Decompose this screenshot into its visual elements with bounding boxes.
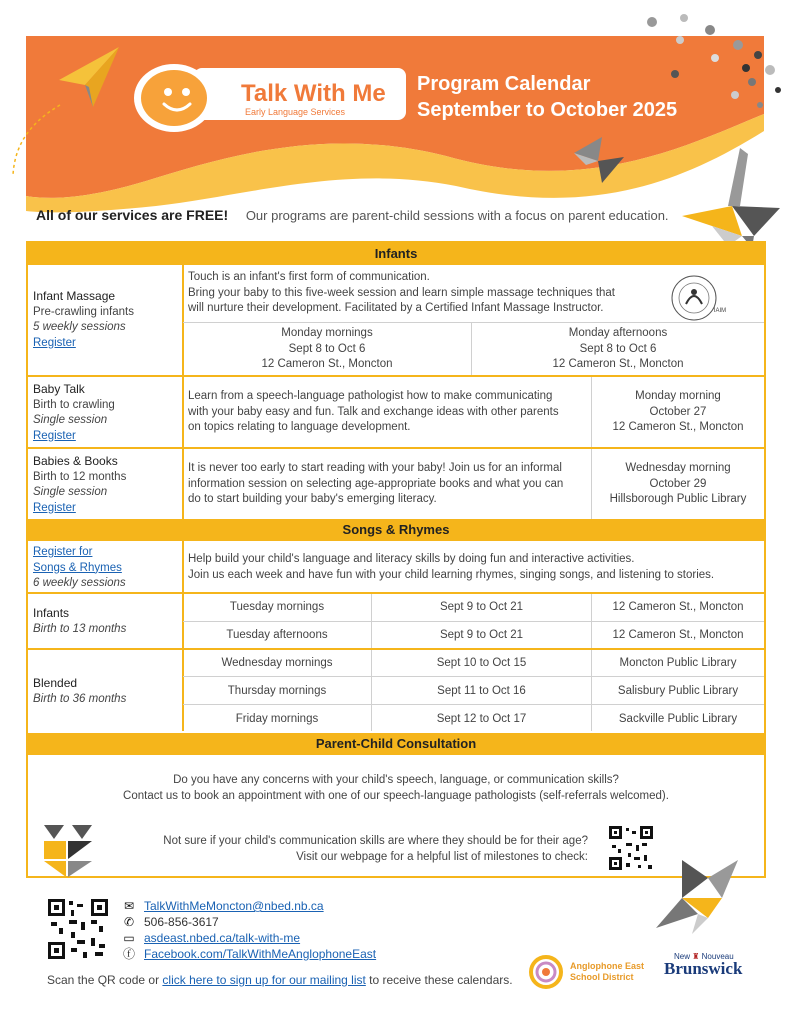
slot-dates: October 27: [649, 405, 707, 418]
paper-plane-icon: [55, 45, 125, 110]
milestones-line: Not sure if your child's communication skills are where they should be for their age?: [163, 835, 588, 847]
songs-blended-age: Birth to 36 months: [33, 692, 127, 705]
milestones-text: [128, 834, 588, 865]
district-name-line: Anglophone East: [570, 961, 644, 971]
songs-register-line[interactable]: Register for: [33, 546, 93, 558]
baby-talk-info: [33, 382, 181, 444]
slot-location: 12 Cameron St., Moncton: [552, 358, 684, 370]
songs-sessions: 6 weekly sessions: [33, 577, 126, 589]
infant-massage-desc-line: will nurture their development. Facilitated by a Certified Infant Massage Instructor.: [188, 302, 604, 314]
district-logo-icon: [528, 954, 564, 990]
songs-row-dates: Sept 11 to Oct 16: [437, 685, 526, 697]
facebook-link[interactable]: Facebook.com/TalkWithMeAnglophoneEast: [144, 947, 377, 961]
logo-subtitle: Early Language Services: [245, 107, 346, 117]
songs-row-dates: Sept 12 to Oct 17: [436, 713, 527, 725]
origami-crane-icon: [672, 146, 782, 250]
baby-talk-register-link[interactable]: Register: [33, 429, 76, 442]
dashed-trail-icon: [5, 100, 65, 180]
babies-books-info: [33, 454, 181, 516]
slot-dates: Sept 8 to Oct 6: [579, 342, 657, 355]
babies-books-name: Babies & Books: [33, 454, 118, 468]
baby-talk-description: [188, 389, 588, 436]
section-heading-consultation: Parent-Child Consultation: [28, 733, 764, 755]
contact-list: [120, 898, 376, 962]
program-title: [417, 71, 677, 123]
tagline-free: All of our services are FREE!: [36, 207, 229, 223]
babies-books-desc-line: do to start building your baby's emerging literacy.: [188, 493, 437, 505]
songs-row-when: Thursday mornings: [227, 685, 327, 697]
slot-location: 12 Cameron St., Moncton: [261, 358, 393, 370]
mailing-list-qr-code-icon[interactable]: [47, 898, 109, 960]
songs-infants-age: Birth to 13 months: [33, 622, 127, 635]
songs-infants-info: [33, 606, 181, 637]
babies-books-age: Birth to 12 months: [33, 470, 127, 483]
program-title-line1: Program Calendar: [417, 73, 591, 95]
songs-register-line[interactable]: Songs & Rhymes: [33, 561, 122, 574]
nb-new: New: [674, 952, 691, 961]
slot-location: Hillsborough Public Library: [609, 493, 747, 505]
songs-row-location: Salisbury Public Library: [617, 685, 739, 697]
decorative-dots-icon: [640, 10, 791, 115]
baby-talk-schedule: [592, 389, 764, 436]
origami-bird-icon: [572, 135, 626, 185]
nb-crest-icon: ♜: [692, 952, 700, 961]
tagline: [36, 207, 669, 223]
section-heading-songs: Songs & Rhymes: [28, 519, 764, 541]
songs-blended-info: [33, 676, 181, 707]
nb-big-text: Brunswick: [664, 959, 743, 978]
songs-row-location: 12 Cameron St., Moncton: [612, 629, 744, 641]
infant-massage-info: [33, 289, 181, 351]
email-link[interactable]: TalkWithMeMoncton@nbed.nb.ca: [144, 899, 324, 913]
infant-massage-description: [188, 270, 648, 317]
babies-books-sessions: Single session: [33, 486, 108, 498]
songs-register-link[interactable]: [33, 545, 181, 576]
songs-row-dates: Sept 10 to Oct 15: [436, 657, 527, 669]
infant-massage-age: Pre-crawling infants: [33, 305, 134, 318]
songs-description: [188, 552, 763, 583]
baby-talk-name: Baby Talk: [33, 382, 85, 396]
songs-blended-label: Blended: [33, 676, 78, 690]
scan-text-after: to receive these calendars.: [369, 973, 513, 987]
district-name: [570, 961, 644, 983]
program-table: [26, 241, 766, 878]
logo-title: Talk With Me: [241, 80, 386, 107]
district-name-line: School District: [570, 972, 634, 982]
milestones-qr-code-icon[interactable]: [608, 825, 654, 871]
website-link[interactable]: asdeast.nbed.ca/talk-with-me: [144, 931, 301, 945]
tagline-text: Our programs are parent-child sessions with a focus on parent education.: [245, 208, 669, 223]
slot-when: Monday morning: [635, 390, 721, 402]
consultation-line: Contact us to book an appointment with one of our speech-language pathologists (self-referrals welcomed).: [123, 789, 669, 802]
babies-books-schedule: [592, 461, 764, 508]
songs-row-dates: Sept 9 to Oct 21: [439, 629, 524, 641]
milestones-line: Visit our webpage for a helpful list of milestones to check:: [296, 850, 588, 863]
origami-bird-bottom-icon: [652, 858, 742, 936]
mailing-list-signup-link[interactable]: click here to sign up for our mailing list: [162, 973, 366, 987]
babies-books-desc-line: It is never too early to start reading with your baby! Join us for an informal: [188, 462, 562, 474]
scan-text-before: Scan the QR code or: [47, 973, 160, 987]
songs-desc-line: Help build your child's language and literacy skills by doing fun and interactive activities.: [188, 553, 635, 565]
consultation-line: Do you have any concerns with your child's speech, language, or communication skills?: [173, 774, 619, 786]
slot-location: 12 Cameron St., Moncton: [612, 421, 744, 433]
babies-books-register-link[interactable]: Register: [33, 501, 76, 514]
infant-massage-sessions: 5 weekly sessions: [33, 321, 126, 333]
slot-when: Monday afternoons: [568, 327, 668, 339]
songs-row-when: Friday mornings: [235, 713, 319, 725]
scan-instruction: [47, 973, 513, 987]
songs-register-info: [33, 545, 181, 592]
songs-row-when: Wednesday mornings: [221, 657, 333, 669]
phone-number: 506-856-3617: [144, 915, 219, 929]
section-heading-infants: Infants: [28, 243, 764, 265]
slot-dates: October 29: [649, 477, 707, 490]
songs-row-location: 12 Cameron St., Moncton: [612, 601, 744, 613]
infant-massage-register-link[interactable]: Register: [33, 336, 76, 349]
baby-talk-desc-line: on topics relating to language development.: [188, 421, 411, 433]
baby-talk-age: Birth to crawling: [33, 398, 115, 411]
facebook-icon: ⓕ: [122, 947, 135, 961]
slot-when: Monday mornings: [281, 327, 373, 339]
baby-talk-desc-line: with your baby easy and fun. Talk and exchange ideas with other parents: [188, 405, 559, 418]
phone-icon: ✆: [123, 915, 135, 929]
envelope-icon: ✉: [123, 899, 135, 913]
infant-massage-slot-afternoon: [472, 326, 764, 373]
new-brunswick-logo: [664, 952, 742, 977]
infant-massage-name: Infant Massage: [33, 289, 116, 303]
songs-infants-label: Infants: [33, 606, 70, 620]
baby-talk-sessions: Single session: [33, 414, 108, 426]
babies-books-description: [188, 461, 588, 508]
songs-row-location: Moncton Public Library: [619, 657, 737, 669]
infant-massage-slot-morning: [183, 326, 471, 373]
consultation-text: [28, 773, 764, 804]
slot-dates: Sept 8 to Oct 6: [288, 342, 366, 355]
songs-row-location: Sackville Public Library: [618, 713, 738, 725]
songs-row-dates: Sept 9 to Oct 21: [439, 601, 524, 613]
songs-desc-line: Join us each week and have fun with your child learning rhymes, singing songs, and listening to stories.: [188, 568, 715, 581]
laptop-icon: ▭: [123, 931, 135, 945]
nb-nouveau: Nouveau: [701, 952, 734, 961]
program-title-line2: September to October 2025: [417, 99, 678, 121]
babies-books-desc-line: information session on selecting age-appropriate books and what you can: [188, 477, 564, 490]
infant-massage-desc-line: Touch is an infant's first form of communication.: [188, 271, 430, 283]
infant-massage-desc-line: Bring your baby to this five-week session and learn simple massage techniques that: [188, 286, 616, 299]
slot-when: Wednesday morning: [625, 462, 731, 474]
iaim-badge-text: IAIM: [713, 308, 727, 314]
songs-row-when: Tuesday afternoons: [226, 629, 328, 641]
origami-fox-icon: [42, 823, 94, 879]
baby-talk-desc-line: Learn from a speech-language pathologist how to make communicating: [188, 390, 553, 402]
songs-row-when: Tuesday mornings: [229, 601, 325, 613]
